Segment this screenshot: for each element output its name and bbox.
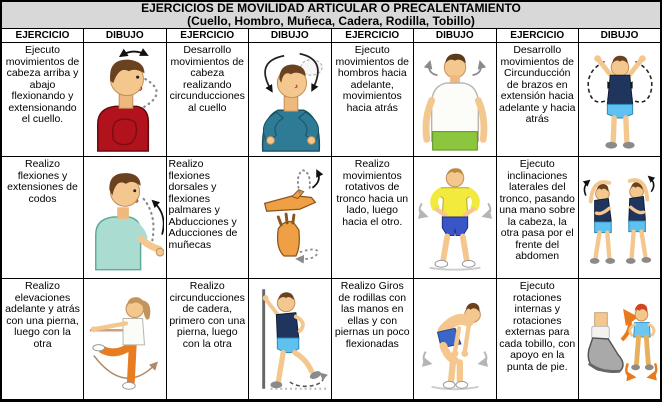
table-row [1,157,661,279]
table-row [1,43,661,157]
head-flexion-extension-drawing [86,46,164,153]
exercise-cell: Ejecuto movimientos de cabeza arriba y abajo flexionando y extensionando el cuello. [1,43,84,157]
trunk-lateral-inclination-drawing [581,162,659,274]
drawing-cell [579,279,662,401]
title-line1: EJERCICIOS DE MOVILIDAD ARTICULAR O PRECALENTAMIENTO [141,1,521,15]
hip-circumduction-drawing [251,283,329,395]
column-header-ejercicio-3: EJERCICIO [331,29,414,43]
exercise-cell: Realizo movimientos rotativos de tronco hacia un lado, luego hacia el otro. [331,157,414,279]
column-header-dibujo-1: DIBUJO [84,29,167,43]
title-row [1,1,661,29]
drawing-cell [84,157,167,279]
column-header-dibujo-4: DIBUJO [579,29,662,43]
drawing-cell [579,157,662,279]
column-header-row [1,29,661,43]
exercise-cell: Ejecuto rotaciones internas y rotaciones externas para cada tobillo, con apoyo en la punta de pie. [496,279,579,401]
leg-elevation-drawing [86,283,164,395]
shoulder-forward-back-drawing [416,46,494,153]
drawing-cell [249,157,332,279]
knee-rotation-drawing [416,283,494,395]
column-header-dibujo-2: DIBUJO [249,29,332,43]
exercise-cell: Ejecuto movimientos de hombros hacia adelante, movimientos hacia atrás [331,43,414,157]
exercise-cell: Desarrollo movimientos de Circunducción de brazos en extensión hacia adelante y hacia atrás [496,43,579,157]
drawing-cell [249,43,332,157]
exercise-cell: Realizo flexiones dorsales y flexiones palmares y Abducciones y Aducciones de muñecas [166,157,249,279]
table-title [1,1,661,29]
drawing-cell [84,43,167,157]
drawing-cell [579,43,662,157]
wrist-flexion-drawing [251,162,329,274]
exercise-cell: Desarrollo movimientos de cabeza realizando circunducciones al cuello [166,43,249,157]
drawing-cell [414,43,497,157]
exercise-cell: Realizo elevaciones adelante y atrás con una pierna, luego con la otra [1,279,84,401]
exercise-cell: Realizo flexiones y extensiones de codos [1,157,84,279]
exercise-cell: Realizo Giros de rodillas con las manos en ellas y con piernas un poco flexionadas [331,279,414,401]
drawing-cell [414,157,497,279]
neck-circumduction-drawing [251,46,329,153]
trunk-rotation-drawing [416,162,494,274]
table-row [1,279,661,401]
drawing-cell [84,279,167,401]
exercise-cell: Ejecuto inclinaciones laterales del tronco, pasando una mano sobre la cabeza, la otra pasa por el frente del abdomen [496,157,579,279]
column-header-ejercicio-1: EJERCICIO [1,29,84,43]
column-header-ejercicio-4: EJERCICIO [496,29,579,43]
drawing-cell [249,279,332,401]
arm-circumduction-drawing [581,46,659,153]
title-line2: (Cuello, Hombro, Muñeca, Cadera, Rodilla, Tobillo) [187,14,475,28]
elbow-flexion-extension-drawing [86,162,164,274]
column-header-dibujo-3: DIBUJO [414,29,497,43]
column-header-ejercicio-2: EJERCICIO [166,29,249,43]
drawing-cell [414,279,497,401]
exercise-cell: Realizo circunducciones de cadera, primero con una pierna, luego con la otra [166,279,249,401]
ankle-rotation-drawing [581,283,659,395]
